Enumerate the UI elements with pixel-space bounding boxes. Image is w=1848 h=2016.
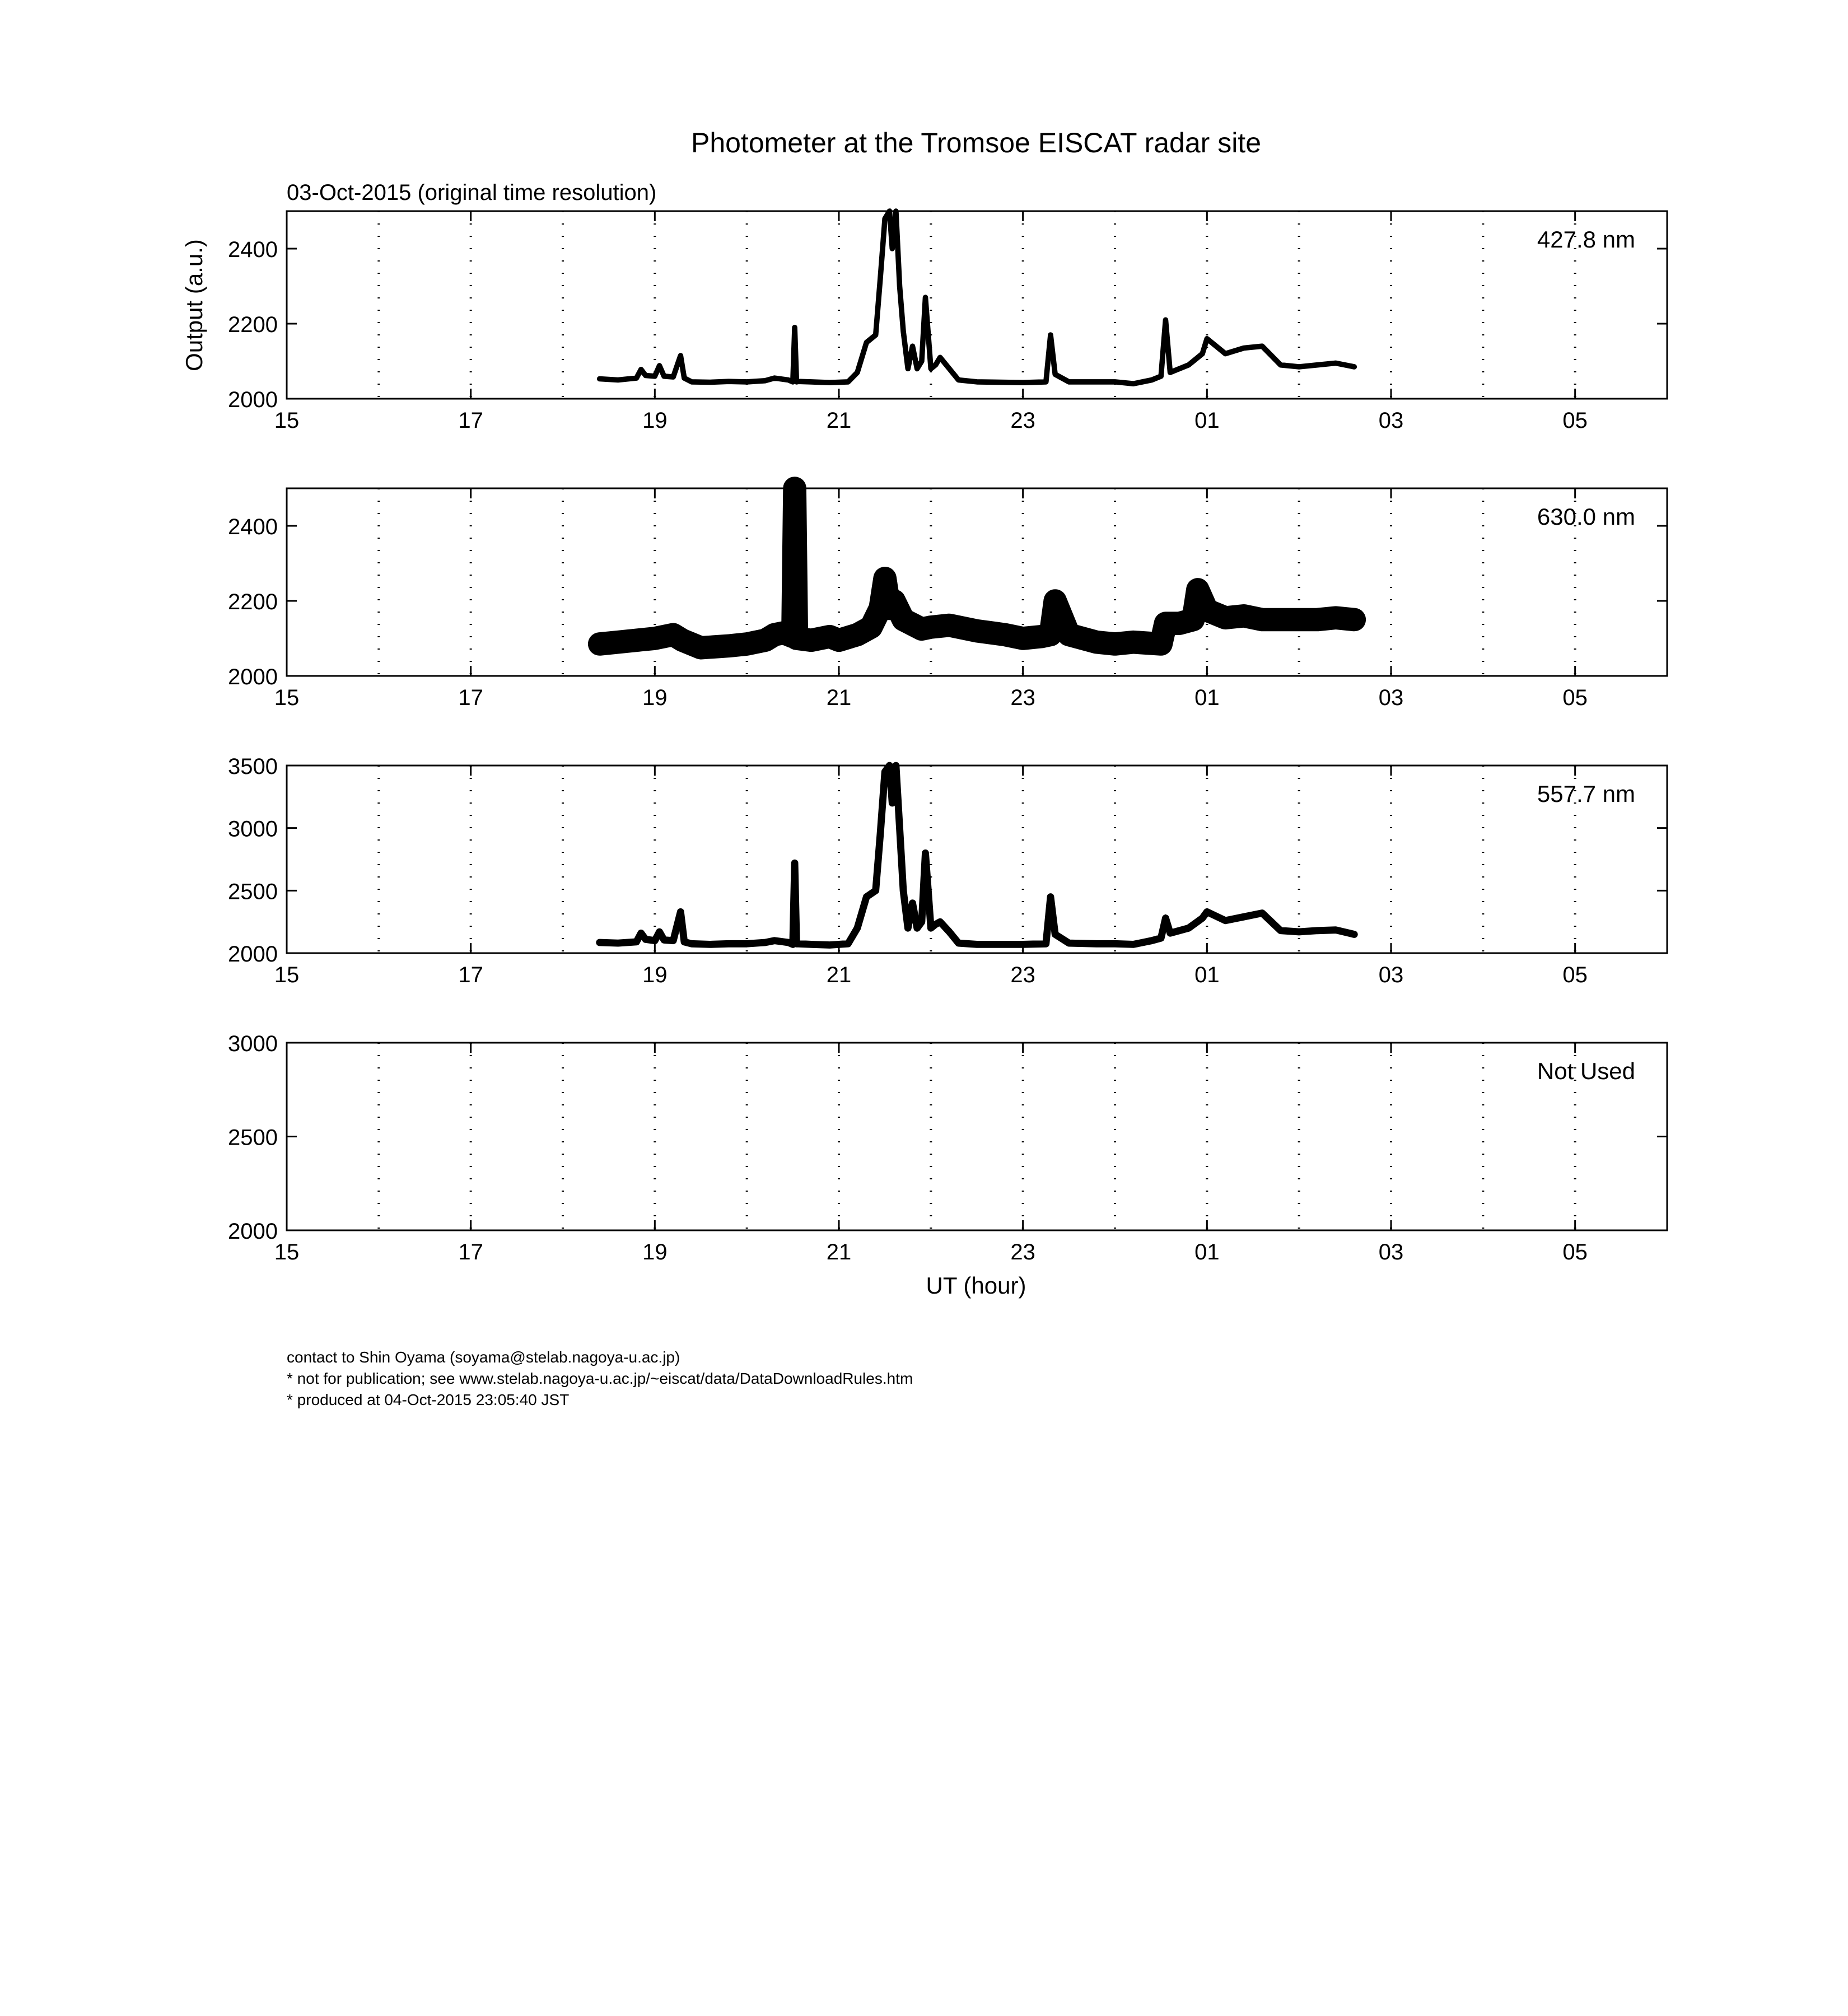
p1-xtick-label-4: 23 xyxy=(1010,685,1035,710)
panel-630-0nm xyxy=(228,488,1667,710)
p3-xtick-label-3: 21 xyxy=(826,1240,852,1264)
p2-ytick-label-0: 2000 xyxy=(228,942,278,967)
p0-channel-label: 427.8 nm xyxy=(1537,226,1635,253)
p2-channel-label: 557.7 nm xyxy=(1537,781,1635,807)
figure-subtitle: 03-Oct-2015 (original time resolution) xyxy=(287,180,657,205)
p0-xtick-label-7: 05 xyxy=(1562,408,1588,433)
footer-rules: * not for publication; see www.stelab.nagoya-u.ac.jp/~eiscat/data/DataDownloadRules.htm xyxy=(287,1370,913,1387)
p1-xtick-label-7: 05 xyxy=(1562,685,1588,710)
p0-ytick-label-1: 2200 xyxy=(228,312,278,337)
p1-ytick-label-2: 2400 xyxy=(228,515,278,539)
p3-ytick-label-1: 2500 xyxy=(228,1125,278,1150)
p2-ytick-label-3: 3500 xyxy=(228,754,278,779)
p1-xtick-label-5: 01 xyxy=(1194,685,1220,710)
p0-xtick-label-6: 03 xyxy=(1378,408,1404,433)
p1-xtick-label-2: 19 xyxy=(642,685,668,710)
footer-notes xyxy=(287,1347,913,1411)
p1-ytick-label-1: 2200 xyxy=(228,590,278,614)
p1-xtick-label-6: 03 xyxy=(1378,685,1404,710)
p3-xtick-label-2: 19 xyxy=(642,1240,668,1264)
p0-xtick-label-0: 15 xyxy=(274,408,300,433)
p2-xtick-label-5: 01 xyxy=(1194,963,1220,987)
p3-ytick-label-2: 3000 xyxy=(228,1032,278,1056)
p0-xtick-label-2: 19 xyxy=(642,408,668,433)
footer-contact: contact to Shin Oyama (soyama@stelab.nagoya-u.ac.jp) xyxy=(287,1348,680,1366)
p0-xtick-label-3: 21 xyxy=(826,408,852,433)
p1-channel-label: 630.0 nm xyxy=(1537,503,1635,530)
panel-557-7nm xyxy=(228,754,1667,987)
p2-ytick-label-1: 2500 xyxy=(228,879,278,904)
p2-xtick-label-3: 21 xyxy=(826,963,852,987)
p2-xtick-label-4: 23 xyxy=(1010,963,1035,987)
p3-axes-frame xyxy=(287,1043,1667,1230)
footer-produced: * produced at 04-Oct-2015 23:05:40 JST xyxy=(287,1391,570,1408)
p0-xtick-label-1: 17 xyxy=(458,408,483,433)
p2-series-line xyxy=(600,766,1355,945)
p3-xtick-label-4: 23 xyxy=(1010,1240,1035,1264)
p1-axes-frame xyxy=(287,488,1667,676)
p1-xtick-label-3: 21 xyxy=(826,685,852,710)
p0-series-band xyxy=(600,211,1355,384)
p0-xtick-label-5: 01 xyxy=(1194,408,1220,433)
x-axis-label: UT (hour) xyxy=(926,1272,1026,1299)
p3-xtick-label-5: 01 xyxy=(1194,1240,1220,1264)
p0-ytick-label-0: 2000 xyxy=(228,388,278,412)
panel-not-used xyxy=(228,1032,1667,1264)
p1-xtick-label-1: 17 xyxy=(458,685,483,710)
p1-xtick-label-0: 15 xyxy=(274,685,300,710)
p3-channel-label: Not Used xyxy=(1537,1058,1635,1084)
p3-xtick-label-7: 05 xyxy=(1562,1240,1588,1264)
p2-axes-frame xyxy=(287,766,1667,953)
p2-xtick-label-0: 15 xyxy=(274,963,300,987)
p2-xtick-label-7: 05 xyxy=(1562,963,1588,987)
p3-xtick-label-1: 17 xyxy=(458,1240,483,1264)
p2-xtick-label-2: 19 xyxy=(642,963,668,987)
p0-axes-frame xyxy=(287,211,1667,399)
p2-ytick-label-2: 3000 xyxy=(228,816,278,842)
p0-series-line xyxy=(600,211,1355,384)
p3-xtick-label-0: 15 xyxy=(274,1240,300,1264)
p2-xtick-label-6: 03 xyxy=(1378,963,1404,987)
y-axis-label: Output (a.u.) xyxy=(181,239,207,371)
p3-xtick-label-6: 03 xyxy=(1378,1240,1404,1264)
p0-ytick-label-2: 2400 xyxy=(228,237,278,262)
figure-title: Photometer at the Tromsoe EISCAT radar site xyxy=(690,127,1262,158)
p0-xtick-label-4: 23 xyxy=(1010,408,1035,433)
p2-xtick-label-1: 17 xyxy=(458,963,483,987)
p3-ytick-label-0: 2000 xyxy=(228,1219,278,1244)
p1-series-band xyxy=(600,488,1355,648)
p1-ytick-label-0: 2000 xyxy=(228,665,278,689)
panel-427-8nm xyxy=(228,211,1667,433)
